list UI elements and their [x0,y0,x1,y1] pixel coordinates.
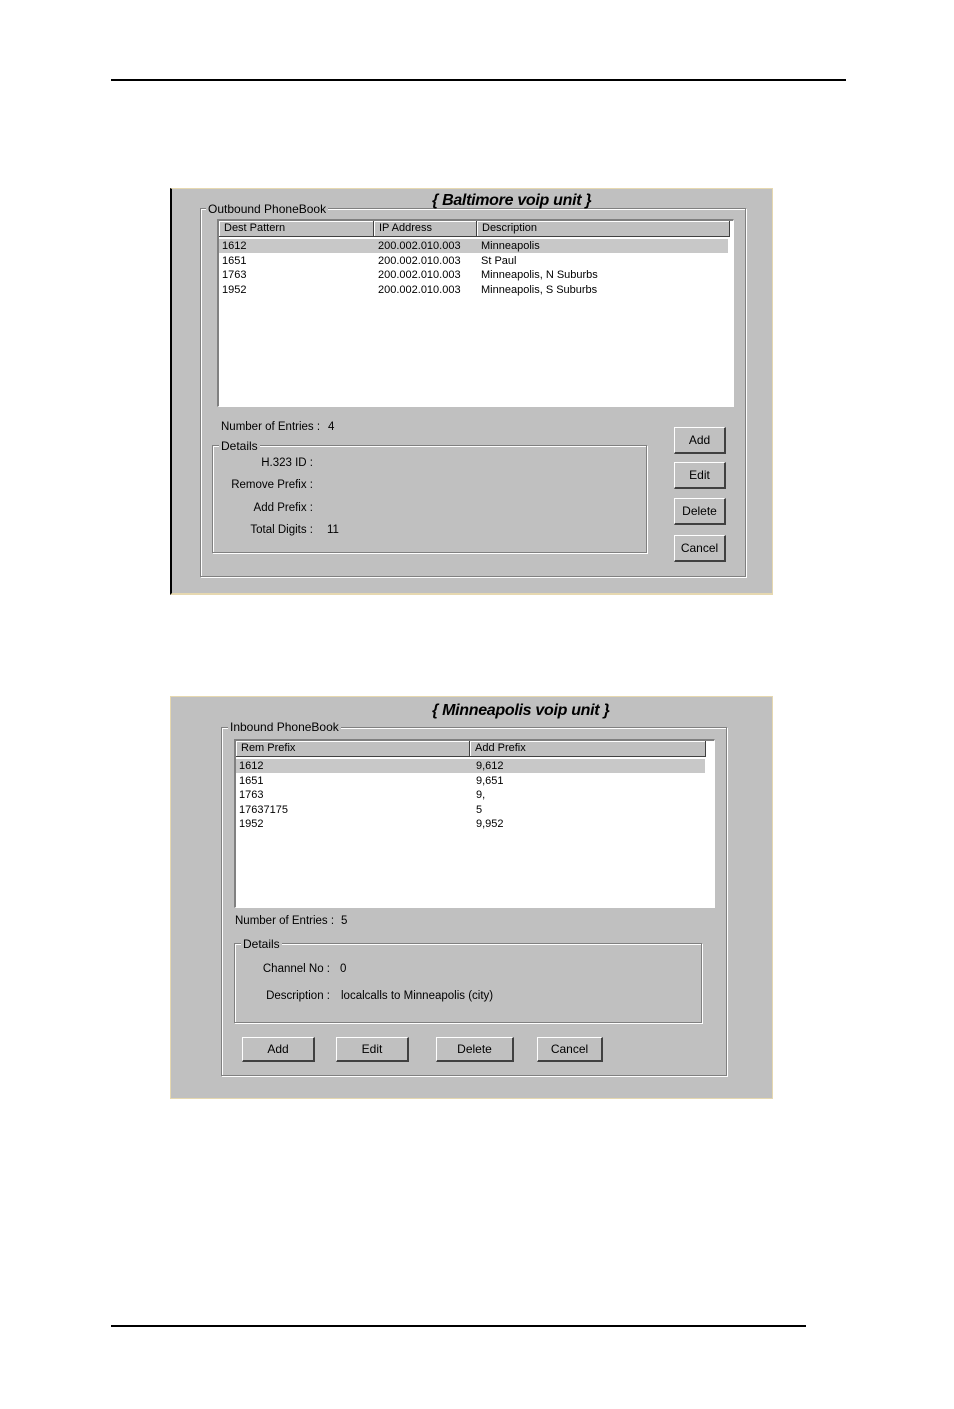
inbound-cancel-button[interactable]: Cancel [537,1037,603,1062]
inbound-phonebook-label: Inbound PhoneBook [230,720,339,734]
page-footer-rule [111,1325,806,1327]
outbound-edit-button[interactable]: Edit [674,462,726,489]
inbound-entries-value: 5 [341,915,348,927]
description-label: Description : [266,990,330,1002]
inbound-delete-button[interactable]: Delete [436,1037,514,1062]
rem-prefix-cell: 1763 [239,789,264,801]
inbound-table-row[interactable] [236,759,705,773]
dest-pattern-cell: 1952 [222,283,247,296]
inbound-phonebook-window [170,696,773,1099]
outbound-delete-button[interactable]: Delete [674,498,726,525]
column-header-dest-pattern[interactable]: Dest Pattern [219,221,374,237]
add-prefix-label: Add Prefix : [253,502,313,514]
ip-address-cell: 200.002.010.003 [378,240,461,252]
inbound-details-group [234,943,702,1023]
remove-prefix-label: Remove Prefix : [231,479,313,491]
channel-no-value: 0 [340,963,347,975]
rem-prefix-cell: 17637175 [239,803,288,816]
add-prefix-cell: 9,952 [476,818,504,830]
inbound-table-row[interactable] [236,774,705,788]
rem-prefix-cell: 1952 [239,818,264,830]
description-cell: St Paul [481,254,517,267]
dest-pattern-cell: 1763 [222,269,247,281]
add-prefix-cell: 9,612 [476,760,504,772]
inbound-unit-title: { Minneapolis voip unit } [432,702,610,719]
outbound-entries-label: Number of Entries : [221,421,321,433]
inbound-phonebook-list[interactable] [234,739,715,908]
column-header-add-prefix[interactable]: Add Prefix [470,741,706,757]
dest-pattern-cell: 1651 [222,254,247,267]
outbound-unit-title: { Baltimore voip unit } [432,192,592,209]
inbound-details-label: Details [243,937,280,951]
outbound-details-label: Details [221,439,258,453]
inbound-table-row[interactable] [236,788,705,802]
inbound-table-row[interactable] [236,817,705,831]
description-cell: Minneapolis [481,240,540,252]
inbound-entries-label: Number of Entries : [235,915,335,927]
outbound-phonebook-window [170,188,773,595]
outbound-phonebook-list[interactable] [217,219,734,407]
page-header-rule [111,79,846,81]
dest-pattern-cell: 1612 [222,240,247,252]
rem-prefix-cell: 1651 [239,774,264,787]
outbound-table-row[interactable] [219,254,728,268]
outbound-cancel-button[interactable]: Cancel [674,535,726,562]
description-cell: Minneapolis, S Suburbs [481,283,598,296]
channel-no-label: Channel No : [262,963,330,975]
outbound-phonebook-label: Outbound PhoneBook [208,202,327,216]
outbound-table-row[interactable] [219,239,728,253]
total-digits-label: Total Digits : [250,524,313,536]
outbound-table-row[interactable] [219,283,728,297]
column-header-description[interactable]: Description [477,221,730,237]
outbound-entries-value: 4 [328,421,335,433]
outbound-table-row[interactable] [219,268,728,282]
add-prefix-cell: 9, [476,789,486,801]
h323-id-label: H.323 ID : [261,457,313,469]
ip-address-cell: 200.002.010.003 [378,283,461,296]
add-prefix-cell: 5 [476,803,483,816]
column-header-ip-address[interactable]: IP Address [374,221,477,237]
description-cell: Minneapolis, N Suburbs [481,269,598,281]
ip-address-cell: 200.002.010.003 [378,254,461,267]
inbound-table-row[interactable] [236,803,705,817]
description-value: localcalls to Minneapolis (city) [341,990,494,1002]
ip-address-cell: 200.002.010.003 [378,269,461,281]
add-prefix-cell: 9,651 [476,774,504,787]
column-header-rem-prefix[interactable]: Rem Prefix [236,741,470,757]
inbound-add-button[interactable]: Add [242,1037,315,1062]
outbound-add-button[interactable]: Add [674,427,726,454]
inbound-edit-button[interactable]: Edit [336,1037,409,1062]
rem-prefix-cell: 1612 [239,760,264,772]
total-digits-value: 11 [327,524,339,536]
